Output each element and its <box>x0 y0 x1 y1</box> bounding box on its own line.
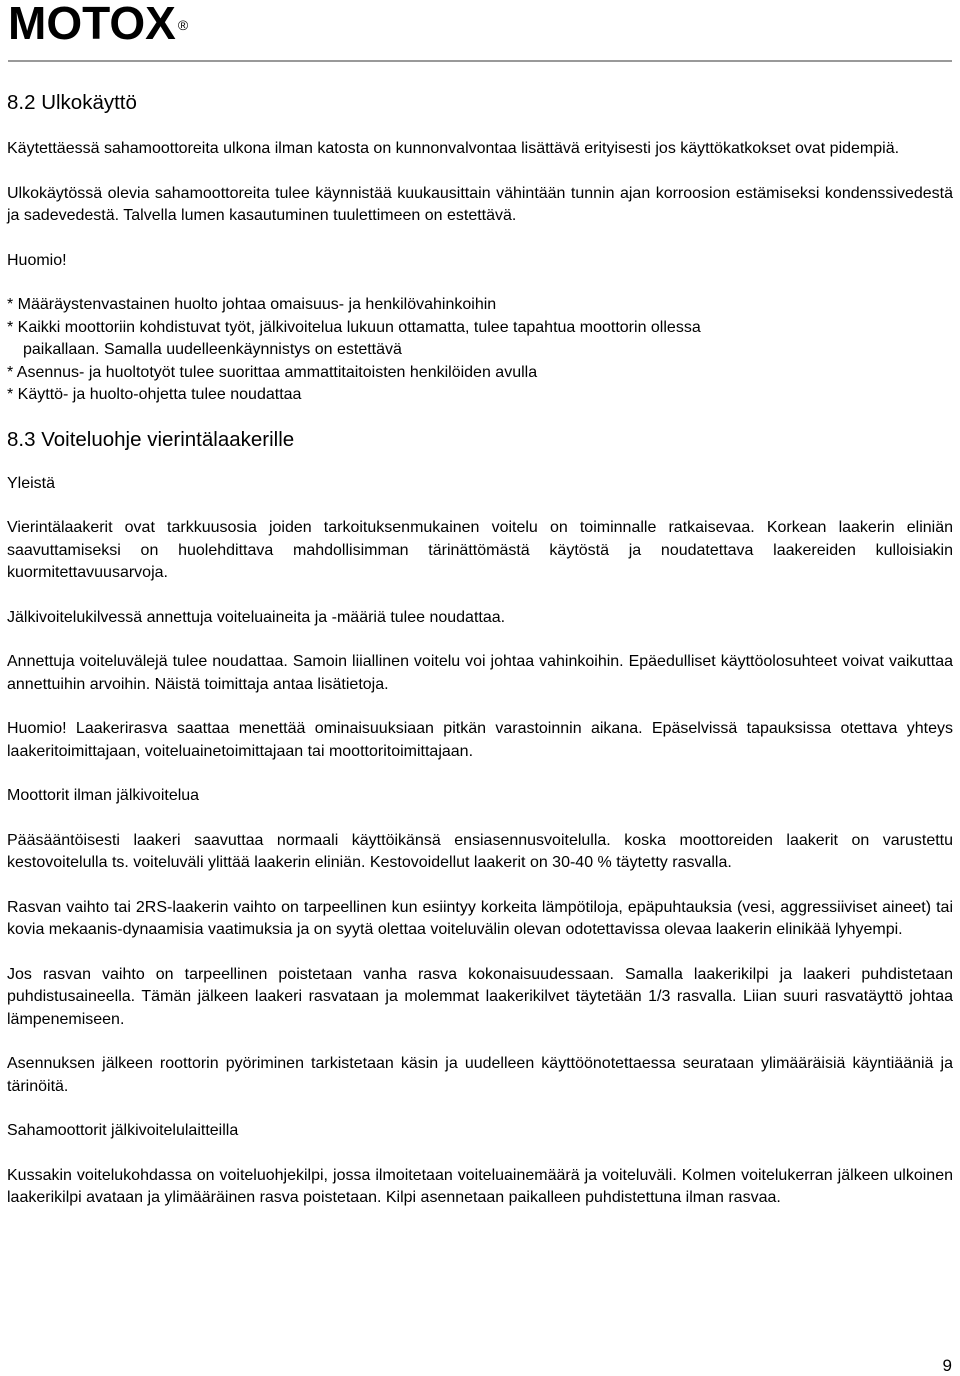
paragraph: Vierintälaakerit ovat tarkkuusosia joiden tarkoituksenmukainen voitelu on toiminnalle ratkaisevaa. Korkean laakerin eliniän saavuttamiseksi on huolehdittava mahdollisimman tärinättömästä käytöstä ja noudatettava laakereiden kulloisiakin kuormitettavuusarvoja. <box>7 519 953 581</box>
paragraph: Kussakin voitelukohdassa on voiteluohjekilpi, jossa ilmoitetaan voiteluainemäärä ja voiteluväli. Kolmen voitelukerran jälkeen ulkoinen laakerikilpi avataan ja ylimääräinen rasva poistetaan. Kilpi asennetaan paikalleen puhdistettuna ilman rasvaa. <box>7 1166 953 1206</box>
paragraph: Huomio! Laakerirasva saattaa menettää ominaisuuksiaan pitkän varastoinnin aikana. Epäselvissä tapauksissa otettava yhteys laakeritoimittajaan, voiteluainetoimittajaan tai moottoritoimittajaan. <box>7 720 953 760</box>
page-number: 9 <box>942 1356 952 1375</box>
subheading: Moottorit ilman jälkivoitelua <box>7 787 200 804</box>
paragraph: Pääsääntöisesti laakeri saavuttaa normaali käyttöikänsä ensiasennusvoitelulla. koska moottoreiden laakerit on varustettu kestovoitelulla ts. voiteluväli ylittää laakerin eliniän. Kestovoidellut laakerit on 30-40 % täytetty rasvalla. <box>7 831 953 871</box>
motox-logo <box>8 0 189 49</box>
section-heading-8-3: 8.3 Voiteluohje vierintälaakerille <box>7 427 295 451</box>
paragraph: Jos rasvan vaihto on tarpeellinen poistetaan vanha rasva kokonaisuudessaan. Samalla laakerikilpi ja laakeri puhdistetaan puhdistusaineella. Tämän jälkeen laakeri rasvataan ja molemmat laakerikilvet täytetään 1/3 rasvalla. Liian suuri rasvatäyttö johtaa lämpenemiseen. <box>7 965 953 1028</box>
list-item: * Asennus- ja huoltotyöt tulee suorittaa ammattitaitoisten henkilöiden avulla <box>7 363 538 381</box>
subheading: Yleistä <box>7 474 56 492</box>
paragraph: Ulkokäytössä olevia sahamoottoreita tulee käynnistää kuukausittain vähintään tunnin ajan korroosion estämiseksi kondenssivedestä ja sadevedestä. Talvella lumen kasautuminen tuulettimeen on estettävä. <box>7 184 953 224</box>
registered-mark: ® <box>177 17 189 33</box>
paragraph: Annettuja voiteluvälejä tulee noudattaa. Samoin liiallinen voitelu voi johtaa vahinkoihin. Epäedulliset käyttöolosuhteet voivat vaikuttaa annettuihin arvoihin. Näistä toimittaja antaa lisätietoja. <box>7 653 953 693</box>
list-item: * Kaikki moottoriin kohdistuvat työt, jälkivoitelua lukuun ottamatta, tulee tapahtua moottorin ollessa <box>7 318 701 336</box>
list-item: * Käyttö- ja huolto-ohjetta tulee noudattaa <box>7 386 302 403</box>
document-body <box>7 90 953 1210</box>
note-label: Huomio! <box>7 251 67 269</box>
section-heading-8-2: 8.2 Ulkokäyttö <box>7 91 137 114</box>
paragraph: Asennuksen jälkeen roottorin pyöriminen tarkistetaan käsin ja uudelleen käyttöönotettaessa seurataan ylimääräisiä käyntiääniä ja tärinöitä. <box>7 1055 953 1095</box>
warning-list <box>7 294 953 407</box>
logo-text: MOTOX <box>8 0 176 49</box>
subheading: Sahamoottorit jälkivoitelulaitteilla <box>7 1122 239 1139</box>
header-divider <box>8 60 952 62</box>
list-item: * Määräystenvastainen huolto johtaa omaisuus- ja henkilövahinkoihin <box>7 296 497 313</box>
paragraph: Jälkivoitelukilvessä annettuja voiteluaineita ja -määriä tulee noudattaa. <box>7 608 506 626</box>
paragraph: Käytettäessä sahamoottoreita ulkona ilman katosta on kunnonvalvontaa lisättävä erityisesti jos käyttökatkokset ovat pidempiä. <box>7 140 900 157</box>
paragraph: Rasvan vaihto tai 2RS-laakerin vaihto on tarpeellinen kun esiintyy korkeita lämpötiloja, epäpuhtauksia (vesi, aggressiiviset aineet) tai kovia mekaanis-dynaamisia vaatimuksia ja on syytä olettaa voiteluvälin olevan odotettavissa olevaa laakerin elinikää lyhyempi. <box>7 898 953 938</box>
list-item-continuation: paikallaan. Samalla uudelleenkäynnistys on estettävä <box>23 341 402 358</box>
